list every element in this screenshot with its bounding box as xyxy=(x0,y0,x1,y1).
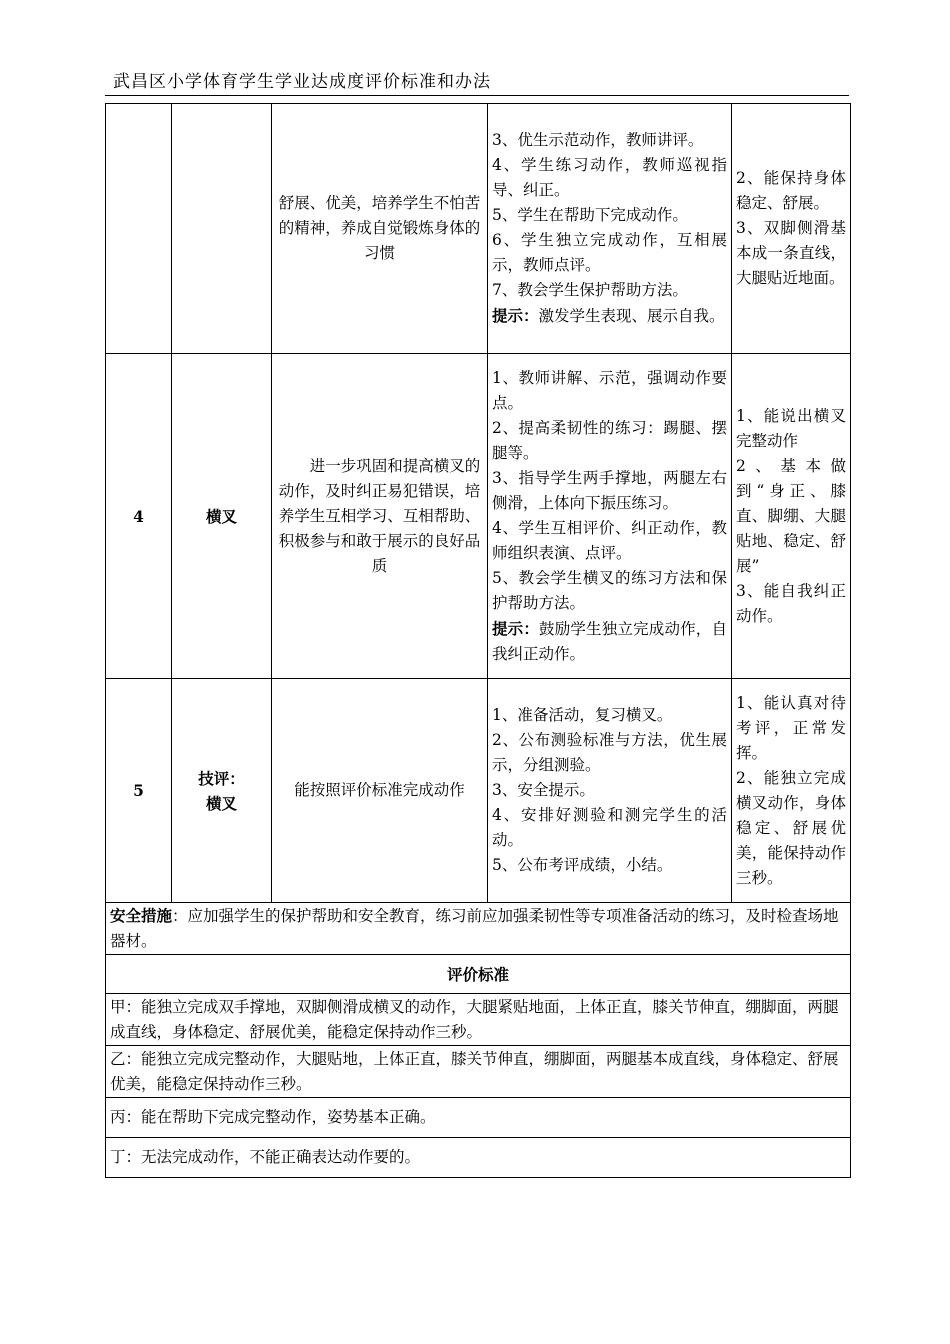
step-item: 4、安排好测验和测完学生的活动。 xyxy=(492,806,727,849)
header-divider xyxy=(105,95,849,96)
grade-label: 乙 xyxy=(110,1049,126,1068)
step-item: 4、学生互相评价、纠正动作，教师组织表演、点评。 xyxy=(492,518,727,562)
grade-label: 丙 xyxy=(110,1108,126,1126)
eval-item: 3、双脚侧滑基本成一条直线，大腿贴近地面。 xyxy=(736,219,846,287)
safety-row xyxy=(106,903,851,955)
step-item: 7、教会学生保护帮助方法。 xyxy=(492,281,688,299)
lesson-goal: 舒展、优美，培养学生不怕苦的精神，养成自觉锻炼身体的习惯 xyxy=(272,104,488,354)
step-item: 4、学生练习动作，教师巡视指导、纠正。 xyxy=(492,156,727,199)
lesson-steps xyxy=(488,679,732,903)
title-line: 横叉 xyxy=(205,506,237,526)
tip-text: 激发学生表现、展示自我。 xyxy=(538,307,725,325)
table-row xyxy=(106,104,851,354)
grade-text: ：能独立完成双手撑地，双脚侧滑成横叉的动作，大腿紧贴地面，上体正直，膝关节伸直，绷脚面，两腿成直线，身体稳定、舒展优美，能稳定保持动作三秒。 xyxy=(110,997,839,1041)
lesson-title xyxy=(172,354,272,679)
criteria-item xyxy=(106,1098,851,1138)
criteria-row xyxy=(106,1138,851,1178)
criteria-heading: 评价标准 xyxy=(106,955,851,994)
lesson-evaluation xyxy=(732,354,851,679)
criteria-row xyxy=(106,994,851,1046)
lesson-evaluation xyxy=(732,104,851,354)
grade-text: ：能独立完成完整动作，大腿贴地，上体正直，膝关节伸直，绷脚面，两腿基本成直线，身体稳定、舒展优美，能稳定保持动作三秒。 xyxy=(110,1049,839,1093)
lesson-steps xyxy=(488,354,732,679)
eval-item: 3、能自我纠正动作。 xyxy=(736,581,846,625)
grade-text: ：无法完成动作，不能正确表达动作要的。 xyxy=(125,1148,421,1166)
lesson-number xyxy=(106,104,172,354)
eval-item: 1、能说出横叉完整动作 xyxy=(736,406,846,450)
step-item: 3、优生示范动作，教师讲评。 xyxy=(492,131,704,149)
lesson-title xyxy=(172,679,272,903)
table-row xyxy=(106,354,851,679)
grade-label: 甲 xyxy=(110,997,126,1016)
eval-item: 1、能认真对待考评，正常发挥。 xyxy=(736,693,846,762)
safety-text: ：应加强学生的保护帮助和安全教育，练习前应加强柔韧性等专项准备活动的练习，及时检查场地器材。 xyxy=(110,907,839,950)
tip-line xyxy=(492,303,727,329)
lesson-title xyxy=(172,104,272,354)
lesson-number: 4 xyxy=(106,354,172,679)
criteria-row xyxy=(106,1046,851,1098)
tip-label: 提示： xyxy=(492,306,539,325)
eval-item: 2、能保持身体稳定、舒展。 xyxy=(736,169,846,212)
step-item: 3、安全提示。 xyxy=(492,781,595,799)
title-line: 横叉 xyxy=(205,793,237,813)
goal-text: 进一步巩固和提高横叉的动作，及时纠正易犯错误，培养学生互相学习、互相帮助、积极参与和敢于展示的良好品质 xyxy=(278,456,481,575)
criteria-row xyxy=(106,1098,851,1138)
lesson-goal xyxy=(272,354,488,679)
eval-item: 2、基本做到“身正、膝直、脚绷、大腿贴地、稳定、舒展” xyxy=(736,456,846,575)
document-header: 武昌区小学体育学生学业达成度评价标准和办法 xyxy=(113,72,491,92)
criteria-item xyxy=(106,994,851,1046)
step-item: 5、教会学生横叉的练习方法和保护帮助方法。 xyxy=(492,568,727,612)
eval-item: 2、能独立完成横叉动作，身体稳定、舒展优美，能保持动作三秒。 xyxy=(736,768,846,887)
lesson-number: 5 xyxy=(106,679,172,903)
criteria-item xyxy=(106,1138,851,1178)
tip-label: 提示： xyxy=(492,618,540,638)
step-item: 2、公布测验标准与方法，优生展示，分组测验。 xyxy=(492,731,727,774)
criteria-item xyxy=(106,1046,851,1098)
lesson-evaluation xyxy=(732,679,851,903)
table-row xyxy=(106,679,851,903)
lesson-steps xyxy=(488,104,732,354)
step-item: 3、指导学生两手撑地，两腿左右侧滑，上体向下振压练习。 xyxy=(492,468,727,512)
safety-measures xyxy=(106,903,851,955)
step-item: 6、学生独立完成动作，互相展示，教师点评。 xyxy=(492,231,727,274)
step-item: 5、公布考评成绩，小结。 xyxy=(492,856,673,874)
tip-line xyxy=(492,616,727,667)
step-item: 1、准备活动，复习横叉。 xyxy=(492,706,673,724)
lesson-plan-table xyxy=(105,103,851,1178)
tip-text: 鼓励学生独立完成动作，自我纠正动作。 xyxy=(492,619,727,663)
step-item: 2、提高柔韧性的练习：踢腿、摆腿等。 xyxy=(492,418,727,462)
step-item: 1、教师讲解、示范，强调动作要点。 xyxy=(492,368,727,412)
grade-text: ：能在帮助下完成完整动作，姿势基本正确。 xyxy=(125,1108,436,1126)
step-item: 5、学生在帮助下完成动作。 xyxy=(492,206,688,224)
safety-label: 安全措施 xyxy=(110,906,173,925)
grade-label: 丁 xyxy=(110,1148,126,1166)
lesson-goal: 能按照评价标准完成动作 xyxy=(272,679,488,903)
title-line: 技评： xyxy=(198,768,245,788)
criteria-heading-row xyxy=(106,955,851,994)
